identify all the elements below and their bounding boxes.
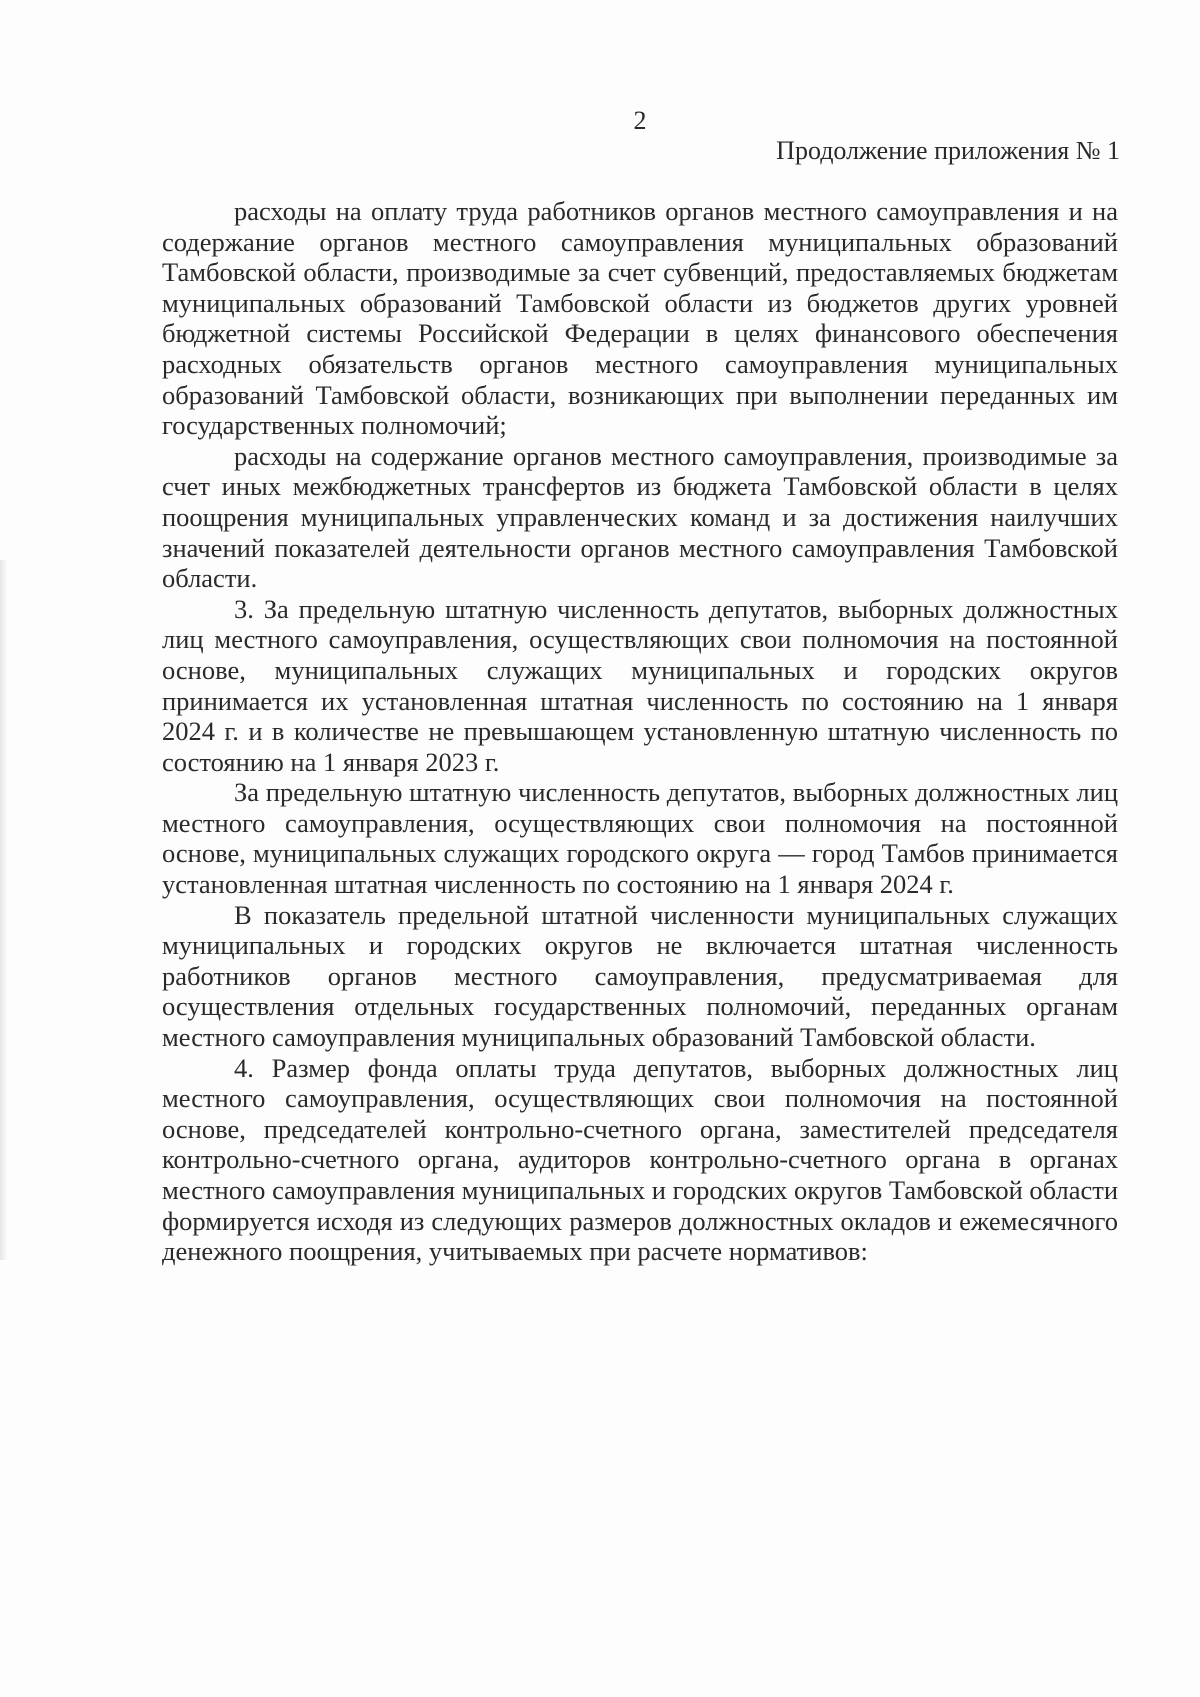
paragraph-staff-exclusion: В показатель предельной штатной численности муниципальных служащих муниципальных и городских округов не включается штатная численность работников органов местного самоуправления, предусматриваемая для осуществления отдельных государственных полномочий, переданных органам местного самоуправления муниципальных образований Тамбовской области. [162,899,1118,1053]
paragraph-labor-costs: расходы на оплату труда работников органов местного самоуправления и на содержание органов местного самоуправления муниципальных образований Тамбовской области, производимые за счет субвенций, предоставляемых бюджетам муниципальных образований Тамбовской области из бюджетов других уровней бюджетной системы Российской Федерации в целях финансового обеспечения расходных обязательств органов местного самоуправления муниципальных образований Тамбовской области, возникающих при выполнении переданных им государственных полномочий; [162,196,1118,441]
appendix-continuation-header: Продолжение приложения № 1 [776,136,1120,165]
scan-edge-shadow [0,560,8,1260]
document-body [162,196,1118,1267]
page-number: 2 [633,106,647,135]
paragraph-tambov-staff-limit: За предельную штатную численность депутатов, выборных должностных лиц местного самоуправления, осуществляющих свои полномочия на постоянной основе, муниципальных служащих городского округа — город Тамбов принимается установленная штатная численность по состоянию на 1 января 2024 г. [162,777,1118,900]
paragraph-item-4-wage-fund: 4. Размер фонда оплаты труда депутатов, выборных должностных лиц местного самоуправления, осуществляющих свои полномочия на постоянной основе, председателей контрольно-счетного органа, заместителей председателя контрольно-счетного органа, аудиторов контрольно-счетного органа в органах местного самоуправления муниципальных и городских округов Тамбовской области формируется исходя из следующих размеров должностных окладов и ежемесячного денежного поощрения, учитываемых при расчете нормативов: [162,1052,1118,1267]
paragraph-maintenance-costs: расходы на содержание органов местного самоуправления, производимые за счет иных межбюджетных трансфертов из бюджета Тамбовской области в целях поощрения муниципальных управленческих команд и за достижения наилучших значений показателей деятельности органов местного самоуправления Тамбовской области. [162,440,1118,594]
paragraph-item-3-staff-limit: 3. За предельную штатную численность депутатов, выборных должностных лиц местного самоуправления, осуществляющих свои полномочия на постоянной основе, муниципальных служащих муниципальных и городских округов принимается их установленная штатная численность по состоянию на 1 января 2024 г. и в количестве не превышающем установленную штатную численность по состоянию на 1 января 2023 г. [162,593,1118,777]
